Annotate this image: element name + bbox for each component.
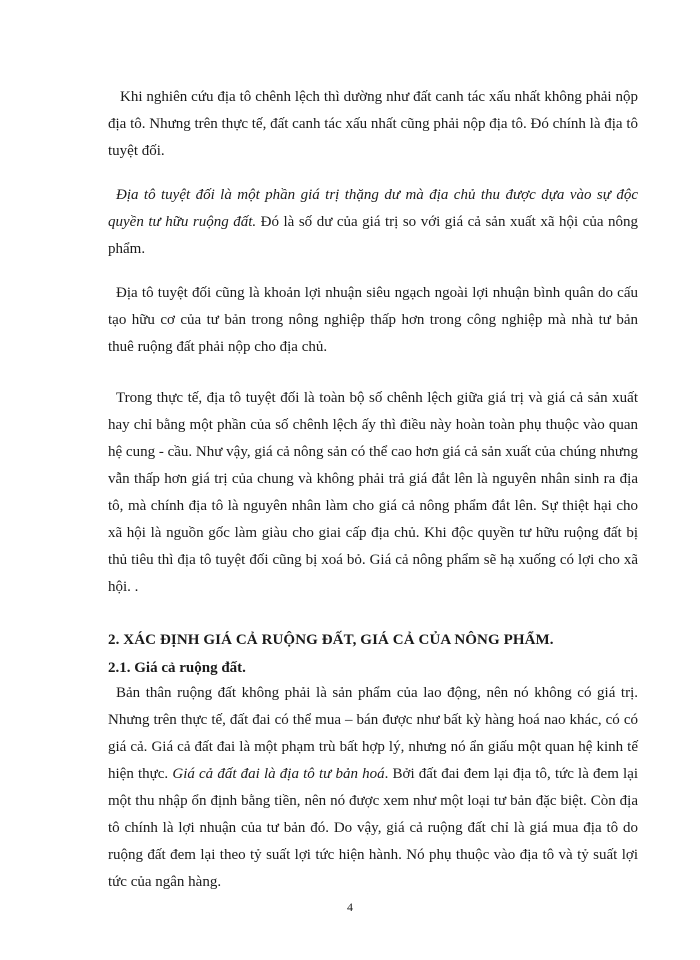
paragraph-5-text-a: Bản thân ruộng đất không phải là sản phẩm của lao động, nên nó không có giá trị. Nhưng trên thực tế, đất đai có thể mua – bán được như bất kỳ hàng hoá nao khác, có có giá cả. Giá cả đất đai là một phạm trù bất hợp lý, nhưng nó ẩn giấu một quan hệ kinh tế hiện thực. [108, 685, 638, 782]
paragraph-3 [108, 280, 638, 361]
paragraph-4 [108, 385, 638, 601]
section-heading: 2. XÁC ĐỊNH GIÁ CẢ RUỘNG ĐẤT, GIÁ CẢ CỦA NÔNG PHẨM. [108, 632, 554, 648]
paragraph-2-italic-text: Địa tô tuyệt đối là một phần giá trị thặng dư mà địa chủ thu được dựa vào sự độc quyền tư hữu ruộng đất. [108, 187, 638, 230]
page-number: 4 [347, 900, 353, 914]
paragraph-2-text: Đó là số dư của giá trị so với giá cả sản xuất xã hội của nông phẩm. [108, 214, 638, 257]
paragraph-3-text: Địa tô tuyệt đối cũng là khoản lợi nhuận siêu ngạch ngoài lợi nhuận bình quân do cấu tạo hữu cơ của tư bản trong nông nghiệp thấp hơn trong công nghiệp mà nhà tư bản thuê ruộng đất phải nộp cho địa chủ. [108, 285, 638, 355]
page-content [108, 84, 638, 896]
paragraph-5-text-b: . Bởi đất đai đem lại địa tô, tức là đem lại một thu nhập ổn định bằng tiền, nên nó được xem như một loại tư bản đặc biệt. Còn địa tô chính là lợi nhuận của tư bản đó. Do vậy, giá cả ruộng đất chỉ là giá mua địa tô do ruộng đất đem lại theo tỷ suất lợi tức hiện hành. Nó phụ thuộc vào địa tô và tỷ suất lợi tức của ngân hàng. [108, 766, 639, 890]
paragraph-4-text: Trong thực tế, địa tô tuyệt đối là toàn bộ số chênh lệch giữa giá trị và giá cả sản xuất hay chỉ bằng một phần của số chênh lệch ấy thì điều này hoàn toàn phụ thuộc vào quan hệ cung - cầu. Như vậy, giá cả nông sản có thể cao hơn giá cả sản xuất của chúng nhưng vẫn thấp hơn giá trị của chung và không phải trả giá đắt lên là nguyên nhân sinh ra địa tô, mà chính địa tô là nguyên nhân làm cho giá cả nông phẩm đắt lên. Sự thiệt hại cho xã hội là nguồn gốc làm giàu cho giai cấp địa chủ. Khi độc quyền tư hữu ruộng đất bị thủ tiêu thì địa tô tuyệt đối cũng bị xoá bỏ. Giá cả nông phẩm sẽ hạ xuống có lợi cho xã hội. . [108, 390, 638, 595]
paragraph-1 [108, 84, 638, 165]
paragraph-1-text: Khi nghiên cứu địa tô chênh lệch thì dường như đất canh tác xấu nhất không phải nộp địa tô. Nhưng trên thực tế, đất canh tác xấu nhất cũng phải nộp địa tô. Đó chính là địa tô tuyệt đối. [108, 89, 638, 159]
section-subheading: 2.1. Giá cả ruộng đất. [108, 660, 246, 676]
paragraph-2 [108, 182, 638, 263]
paragraph-5 [108, 680, 638, 896]
paragraph-5-italic-text: Giá cả đất đai là địa tô tư bản hoá [172, 766, 385, 782]
